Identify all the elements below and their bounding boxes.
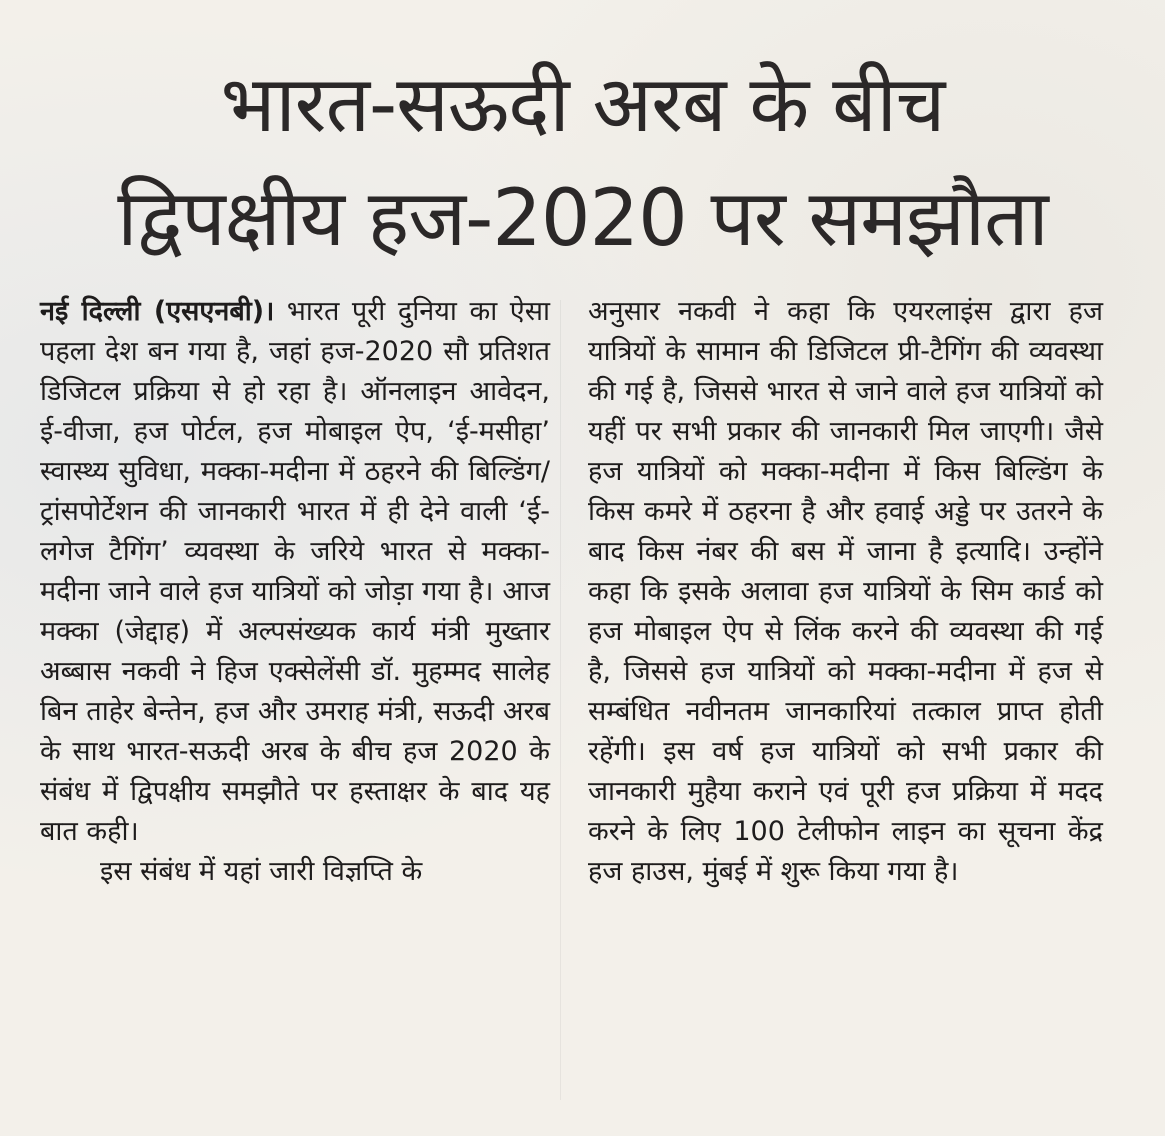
- dateline: नई दिल्ली (एसएनबी)।: [40, 296, 275, 327]
- left-paragraph-2: इस संबंध में यहां जारी विज्ञप्ति के: [100, 856, 423, 887]
- headline-line-1: भारत-सऊदी अरब के बीच: [220, 60, 945, 150]
- right-paragraph-1: अनुसार नकवी ने कहा कि एयरलाइंस द्वारा हज यात्रियों के सामान की डिजिटल प्री-टैगिंग की व्यवस्था की गई है, जिससे भारत से जाने वाले हज यात्रियों को यहीं पर सभी प्रकार की जानकारी मिल जाएगी। जैसे हज यात्रियों को मक्का-मदीना में किस बिल्डिंग के किस कमरे में ठहरना है और हवाई अड्डे पर उतरने के बाद किस नंबर की बस में जाना है इत्यादि। उन्होंने कहा कि इसके अलावा हज यात्रियों के सिम कार्ड को हज मोबाइल ऐप से लिंक करने की व्यवस्था की गई है, जिससे हज यात्रियों को मक्का-मदीना में हज से सम्बंधित नवीनतम जानकारियां तत्काल प्राप्त होती रहेंगी। इस वर्ष हज यात्रियों को सभी प्रकार की जानकारी मुहैया कराने एवं पूरी हज प्रक्रिया में मदद करने के लिए 100 टेलीफोन लाइन का सूचना केंद्र हज हाउस, मुंबई में शुरू किया गया है।: [588, 296, 1103, 887]
- left-paragraph-1-text: भारत पूरी दुनिया का ऐसा पहला देश बन गया है, जहां हज-2020 सौ प्रतिशत डिजिटल प्रक्रिया से हो रहा है। ऑनलाइन आवेदन, ई-वीजा, हज पोर्टल, हज मोबाइल ऐप, ‘ई-मसीहा’ स्वास्थ्य सुविधा, मक्का-मदीना में ठहरने की बिल्डिंग/ट्रांसपोर्टेशन की जानकारी भारत में ही देने वाली ‘ई-लगेज टैगिंग’ व्यवस्था के जरिये भारत से मक्का-मदीना जाने वाले हज यात्रियों को जोड़ा गया है। आज मक्का (जेद्दाह) में अल्पसंख्यक कार्य मंत्री मुख्तार अब्बास नकवी ने हिज एक्सेलेंसी डॉ. मुहम्मद सालेह बिन ताहेर बेन्तेन, हज और उमराह मंत्री, सऊदी अरब के साथ भारत-सऊदी अरब के बीच हज 2020 के संबंध में द्विपक्षीय समझौते पर हस्ताक्षर के बाद यह बात कही।: [40, 296, 550, 847]
- left-paragraph-1: [40, 292, 550, 852]
- article-column-right: [588, 292, 1103, 892]
- headline-line-2: द्विपक्षीय हज-2020 पर समझौता: [117, 174, 1048, 264]
- column-divider: [560, 300, 561, 1100]
- headline: [0, 48, 1165, 276]
- article-column-left: [40, 292, 550, 892]
